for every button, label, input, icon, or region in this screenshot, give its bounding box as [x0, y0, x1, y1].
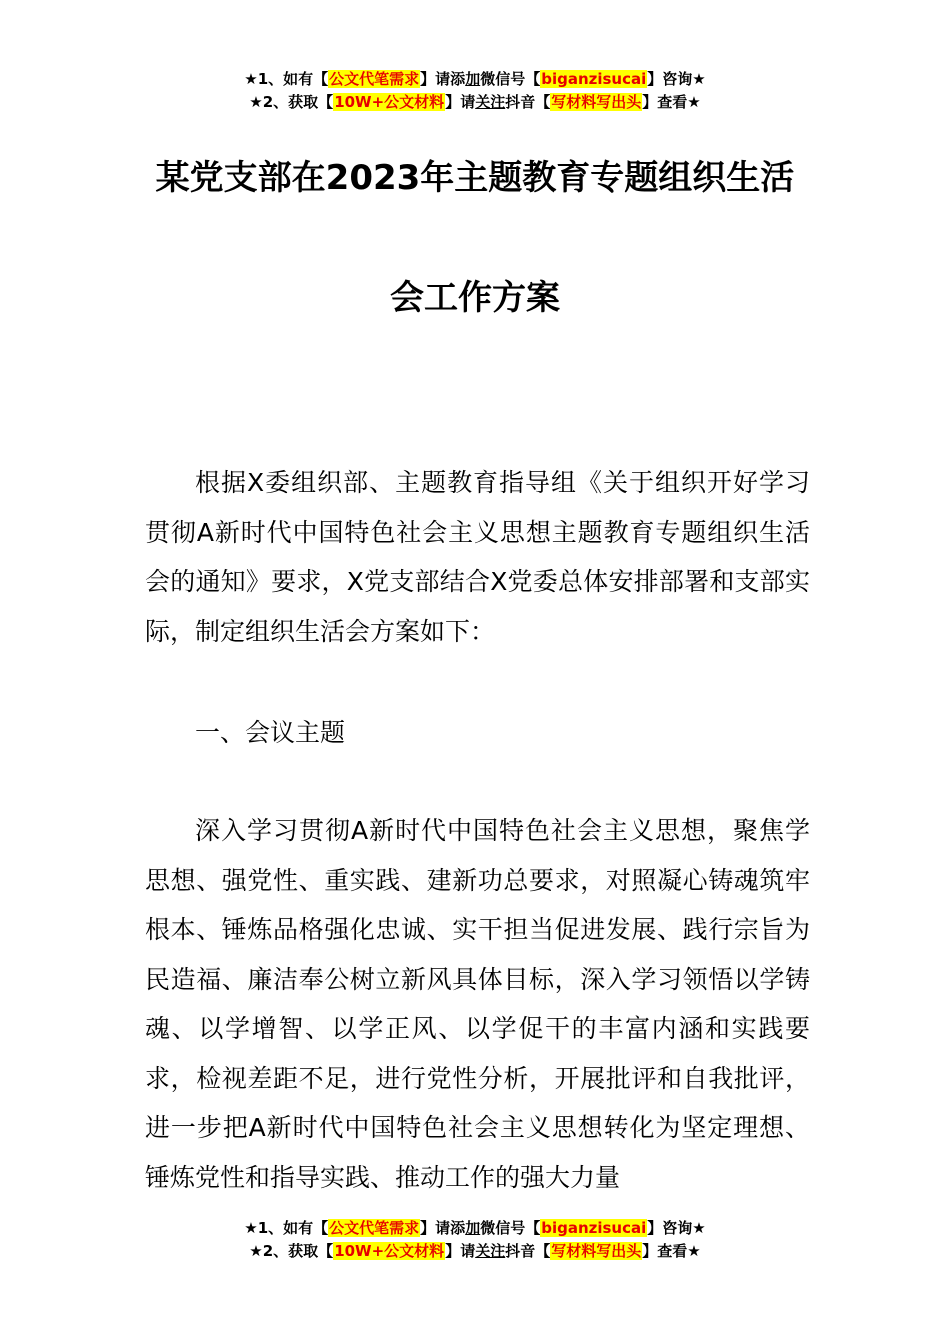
- banner-text: 】请添: [420, 70, 466, 88]
- banner-underlined: 关注: [475, 93, 506, 111]
- banner-line-1: [0, 68, 950, 91]
- banner-line-2: [0, 1240, 950, 1263]
- highlight-service: 公文代笔需求: [329, 70, 420, 88]
- section-heading: 一、会议主题: [195, 718, 346, 747]
- banner-text: 】请: [445, 93, 476, 111]
- banner-text: 微信号【: [480, 70, 541, 88]
- highlight-service: 公文代笔需求: [329, 1219, 420, 1237]
- highlight-wechat-id: biganzisucai: [541, 1219, 647, 1237]
- banner-text: ★1、如有【: [244, 1219, 329, 1237]
- highlight-wechat-id: biganzisucai: [541, 70, 647, 88]
- document-title-line-1: 某党支部在2023年主题教育专题组织生活: [155, 158, 795, 198]
- banner-text: ★2、获取【: [249, 1242, 334, 1260]
- banner-underlined: 加: [465, 1219, 481, 1237]
- intro-paragraph: 根据X委组织部、主题教育指导组《关于组织开好学习贯彻A新时代中国特色社会主义思想主题教育专题组织生活会的通知》要求，X党支部结合X党委总体安排部署和支部实际，制定组织生活会方案如下：: [145, 468, 810, 646]
- banner-text: ★2、获取【: [249, 93, 334, 111]
- banner-text: 】查看★: [642, 93, 701, 111]
- banner-text: 】咨询★: [647, 70, 706, 88]
- banner-text: 微信号【: [480, 1219, 541, 1237]
- highlight-materials: 10W+公文材料: [334, 1242, 445, 1260]
- banner-text: ★1、如有【: [244, 70, 329, 88]
- document-title-line-2: 会工作方案: [390, 278, 560, 318]
- banner-text: 】查看★: [642, 1242, 701, 1260]
- highlight-douyin: 写材料写出头: [551, 1242, 642, 1260]
- banner-text: 抖音【: [505, 1242, 551, 1260]
- section-paragraph: 深入学习贯彻A新时代中国特色社会主义思想，聚焦学思想、强党性、重实践、建新功总要求，对照凝心铸魂筑牢根本、锤炼品格强化忠诚、实干担当促进发展、践行宗旨为民造福、廉洁奉公树立新风具体目标，深入学习领悟以学铸魂、以学增智、以学正风、以学促干的丰富内涵和实践要求，检视差距不足，进行党性分析，开展批评和自我批评，进一步把A新时代中国特色社会主义思想转化为坚定理想、锤炼党性和指导实践、推动工作的强大力量: [145, 816, 810, 1192]
- highlight-douyin: 写材料写出头: [551, 93, 642, 111]
- banner-text: 】请添: [420, 1219, 466, 1237]
- banner-text: 】请: [445, 1242, 476, 1260]
- banner-text: 抖音【: [505, 93, 551, 111]
- banner-line-2: [0, 91, 950, 114]
- footer-banner: [0, 1217, 950, 1263]
- banner-underlined: 加: [465, 70, 481, 88]
- highlight-materials: 10W+公文材料: [334, 93, 445, 111]
- banner-underlined: 关注: [475, 1242, 506, 1260]
- banner-line-1: [0, 1217, 950, 1240]
- header-banner: [0, 68, 950, 114]
- banner-text: 】咨询★: [647, 1219, 706, 1237]
